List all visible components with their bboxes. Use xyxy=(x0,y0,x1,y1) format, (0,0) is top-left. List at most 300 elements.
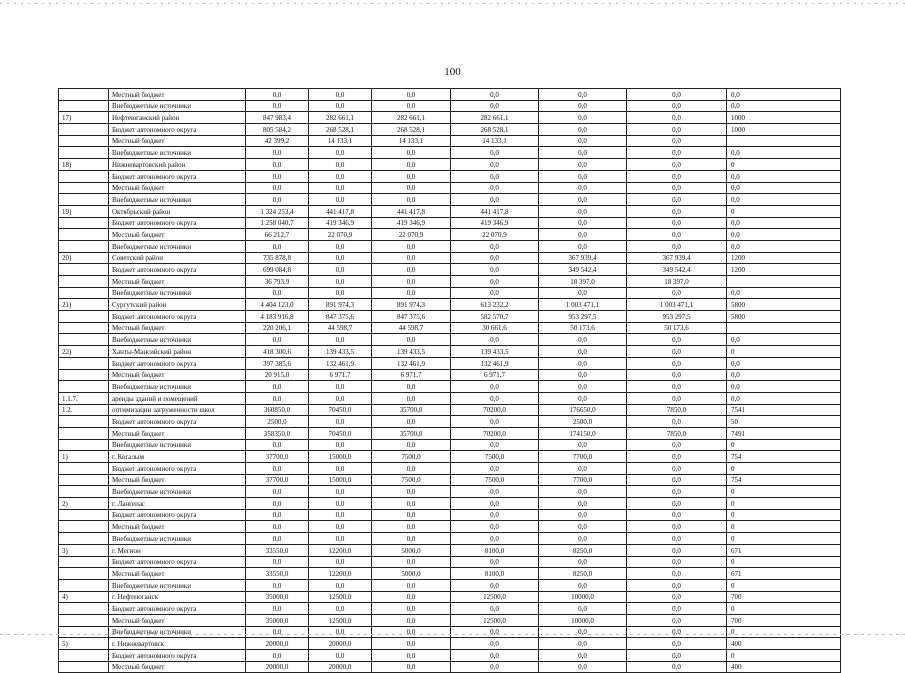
row-index-cell xyxy=(59,521,109,533)
value-col-2-cell: 0,0 xyxy=(309,650,372,662)
value-col-6-cell: 0,0 xyxy=(627,334,727,346)
value-total-cell: 36 793,9 xyxy=(246,276,309,288)
value-col-4-cell: 0,0 xyxy=(451,626,539,638)
table-row xyxy=(59,205,841,217)
value-total-cell: 735 878,8 xyxy=(246,252,309,264)
value-col-3-cell: 22 070,9 xyxy=(372,229,451,241)
value-indicator-cell: 0 xyxy=(727,159,841,171)
row-index-cell xyxy=(59,579,109,591)
table-row xyxy=(59,322,841,334)
table-row xyxy=(59,229,841,241)
value-col-2-cell: 282 661,1 xyxy=(309,112,372,124)
row-label-cell: Внебюджетные источники xyxy=(109,439,246,451)
row-index-cell xyxy=(59,603,109,615)
value-col-6-cell: 0,0 xyxy=(627,170,727,182)
table-row xyxy=(59,264,841,276)
value-total-cell: 0,0 xyxy=(246,498,309,510)
value-col-5-cell: 0,0 xyxy=(539,334,627,346)
value-col-4-cell: 0,0 xyxy=(451,486,539,498)
row-index-cell xyxy=(59,229,109,241)
value-col-5-cell: 8250,0 xyxy=(539,568,627,580)
value-total-cell: 2500,0 xyxy=(246,416,309,428)
value-indicator-cell: 0,0 xyxy=(727,334,841,346)
value-col-3-cell: 0,0 xyxy=(372,556,451,568)
row-label-cell: Местный бюджет xyxy=(109,89,246,101)
value-indicator-cell: 0 xyxy=(727,533,841,545)
value-col-5-cell: 0,0 xyxy=(539,112,627,124)
value-col-2-cell: 0,0 xyxy=(309,252,372,264)
value-col-6-cell: 0,0 xyxy=(627,626,727,638)
value-col-5-cell: 0,0 xyxy=(539,439,627,451)
value-col-5-cell: 176650,0 xyxy=(539,404,627,416)
row-label-cell: Бюджет автономного округа xyxy=(109,416,246,428)
row-label-cell: Внебюджетные источники xyxy=(109,287,246,299)
value-col-4-cell: 12500,0 xyxy=(451,591,539,603)
row-label-cell: Бюджет автономного округа xyxy=(109,170,246,182)
value-col-5-cell: 50 173,6 xyxy=(539,322,627,334)
value-col-3-cell: 0,0 xyxy=(372,579,451,591)
value-indicator-cell: 0 xyxy=(727,498,841,510)
row-index-cell xyxy=(59,427,109,439)
row-label-cell: Бюджет автономного округа xyxy=(109,556,246,568)
row-index-cell: 21) xyxy=(59,299,109,311)
value-col-6-cell: 0,0 xyxy=(627,439,727,451)
value-col-2-cell: 0,0 xyxy=(309,147,372,159)
value-col-3-cell: 0,0 xyxy=(372,626,451,638)
row-label-cell: Нижневартовский район xyxy=(109,159,246,171)
table-row xyxy=(59,603,841,615)
row-label-cell: Советский район xyxy=(109,252,246,264)
value-col-2-cell: 0,0 xyxy=(309,463,372,475)
value-col-4-cell: 0,0 xyxy=(451,147,539,159)
value-col-5-cell: 1 003 471,1 xyxy=(539,299,627,311)
value-col-4-cell: 0,0 xyxy=(451,498,539,510)
value-col-5-cell: 0,0 xyxy=(539,661,627,673)
value-indicator-cell: 0 xyxy=(727,509,841,521)
value-col-5-cell: 0,0 xyxy=(539,135,627,147)
row-index-cell: 5) xyxy=(59,638,109,650)
value-col-4-cell: 22 070,9 xyxy=(451,229,539,241)
value-col-3-cell: 0,0 xyxy=(372,89,451,101)
row-label-cell: Местный бюджет xyxy=(109,229,246,241)
value-col-5-cell: 0,0 xyxy=(539,357,627,369)
row-index-cell xyxy=(59,439,109,451)
row-index-cell xyxy=(59,170,109,182)
value-col-2-cell: 0,0 xyxy=(309,264,372,276)
value-col-4-cell: 8100,0 xyxy=(451,544,539,556)
value-col-4-cell: 0,0 xyxy=(451,661,539,673)
value-total-cell: 0,0 xyxy=(246,170,309,182)
value-col-2-cell: 268 528,1 xyxy=(309,124,372,136)
table-row xyxy=(59,451,841,463)
row-label-cell: Внебюджетные источники xyxy=(109,240,246,252)
row-index-cell: 17) xyxy=(59,112,109,124)
table-row xyxy=(59,217,841,229)
value-col-5-cell: 10000,0 xyxy=(539,591,627,603)
value-indicator-cell: 0,0 xyxy=(727,194,841,206)
row-label-cell: Местный бюджет xyxy=(109,276,246,288)
value-col-5-cell: 0,0 xyxy=(539,147,627,159)
value-total-cell: 397 385,6 xyxy=(246,357,309,369)
value-col-4-cell: 0,0 xyxy=(451,170,539,182)
row-index-cell xyxy=(59,533,109,545)
value-indicator-cell: 5800 xyxy=(727,311,841,323)
value-col-4-cell: 0,0 xyxy=(451,240,539,252)
row-index-cell xyxy=(59,311,109,323)
value-col-6-cell: 0,0 xyxy=(627,159,727,171)
value-col-2-cell: 22 070,9 xyxy=(309,229,372,241)
value-indicator-cell: 0,0 xyxy=(727,381,841,393)
value-col-5-cell: 0,0 xyxy=(539,579,627,591)
value-col-4-cell: 30 661,6 xyxy=(451,322,539,334)
value-total-cell: 1 258 040,7 xyxy=(246,217,309,229)
value-indicator-cell: 0 xyxy=(727,556,841,568)
row-label-cell: Местный бюджет xyxy=(109,568,246,580)
value-col-6-cell: 0,0 xyxy=(627,287,727,299)
value-col-4-cell: 6 971,7 xyxy=(451,369,539,381)
row-index-cell: 3) xyxy=(59,544,109,556)
value-col-3-cell: 0,0 xyxy=(372,147,451,159)
value-indicator-cell: 0 xyxy=(727,650,841,662)
table-row xyxy=(59,509,841,521)
row-index-cell xyxy=(59,100,109,112)
value-col-2-cell: 20000,0 xyxy=(309,661,372,673)
row-index-cell xyxy=(59,264,109,276)
row-index-cell xyxy=(59,276,109,288)
value-col-3-cell: 0,0 xyxy=(372,614,451,626)
row-label-cell: Местный бюджет xyxy=(109,182,246,194)
row-label-cell: Местный бюджет xyxy=(109,369,246,381)
value-col-3-cell: 0,0 xyxy=(372,100,451,112)
row-index-cell xyxy=(59,568,109,580)
value-col-5-cell: 0,0 xyxy=(539,638,627,650)
value-col-4-cell: 0,0 xyxy=(451,463,539,475)
table-row xyxy=(59,147,841,159)
value-col-5-cell: 0,0 xyxy=(539,159,627,171)
budget-table xyxy=(58,88,841,673)
value-col-2-cell: 0,0 xyxy=(309,170,372,182)
value-col-6-cell: 367 939,4 xyxy=(627,252,727,264)
value-col-6-cell: 0,0 xyxy=(627,638,727,650)
value-col-6-cell: 0,0 xyxy=(627,579,727,591)
row-index-cell xyxy=(59,369,109,381)
value-col-2-cell: 0,0 xyxy=(309,603,372,615)
value-total-cell: 33550,0 xyxy=(246,568,309,580)
value-col-3-cell: 7500,0 xyxy=(372,474,451,486)
row-label-cell: Бюджет автономного округа xyxy=(109,603,246,615)
value-col-6-cell: 349 542,4 xyxy=(627,264,727,276)
value-indicator-cell: 0,0 xyxy=(727,240,841,252)
value-total-cell: 37700,0 xyxy=(246,474,309,486)
value-col-6-cell: 0,0 xyxy=(627,591,727,603)
value-col-4-cell: 0,0 xyxy=(451,252,539,264)
value-col-3-cell: 5000,0 xyxy=(372,544,451,556)
value-col-4-cell: 0,0 xyxy=(451,650,539,662)
value-indicator-cell: 0 xyxy=(727,346,841,358)
value-col-5-cell: 8250,0 xyxy=(539,544,627,556)
value-col-4-cell: 0,0 xyxy=(451,579,539,591)
value-col-4-cell: 0,0 xyxy=(451,533,539,545)
value-col-4-cell: 0,0 xyxy=(451,556,539,568)
value-col-3-cell: 0,0 xyxy=(372,276,451,288)
value-total-cell: 0,0 xyxy=(246,533,309,545)
value-indicator-cell: 0 xyxy=(727,463,841,475)
value-col-4-cell: 7500,0 xyxy=(451,451,539,463)
value-col-2-cell: 0,0 xyxy=(309,159,372,171)
table-row xyxy=(59,100,841,112)
value-col-5-cell: 367 939,4 xyxy=(539,252,627,264)
table-row xyxy=(59,170,841,182)
value-indicator-cell: 0,0 xyxy=(727,100,841,112)
table-row xyxy=(59,194,841,206)
value-col-2-cell: 12200,0 xyxy=(309,568,372,580)
row-index-cell xyxy=(59,357,109,369)
value-col-5-cell: 0,0 xyxy=(539,498,627,510)
value-col-4-cell: 139 433,5 xyxy=(451,346,539,358)
value-total-cell: 0,0 xyxy=(246,439,309,451)
value-col-2-cell: 0,0 xyxy=(309,521,372,533)
value-col-3-cell: 0,0 xyxy=(372,264,451,276)
value-col-6-cell: 0,0 xyxy=(627,509,727,521)
table-row xyxy=(59,287,841,299)
value-col-3-cell: 0,0 xyxy=(372,439,451,451)
row-index-cell xyxy=(59,322,109,334)
table-row xyxy=(59,357,841,369)
row-label-cell: Внебюджетные источники xyxy=(109,579,246,591)
value-total-cell: 20000,0 xyxy=(246,638,309,650)
table-row xyxy=(59,135,841,147)
value-indicator-cell: 50 xyxy=(727,416,841,428)
row-index-cell xyxy=(59,240,109,252)
value-col-4-cell: 0,0 xyxy=(451,521,539,533)
table-row xyxy=(59,240,841,252)
row-label-cell: Внебюджетные источники xyxy=(109,147,246,159)
value-col-2-cell: 139 433,5 xyxy=(309,346,372,358)
value-col-2-cell: 0,0 xyxy=(309,276,372,288)
row-index-cell xyxy=(59,381,109,393)
value-col-2-cell: 0,0 xyxy=(309,626,372,638)
value-col-6-cell: 0,0 xyxy=(627,416,727,428)
value-col-4-cell: 132 461,9 xyxy=(451,357,539,369)
value-indicator-cell: 400 xyxy=(727,661,841,673)
row-label-cell: Внебюджетные источники xyxy=(109,381,246,393)
value-col-3-cell: 0,0 xyxy=(372,591,451,603)
value-col-5-cell: 2500,0 xyxy=(539,416,627,428)
value-col-2-cell: 0,0 xyxy=(309,392,372,404)
value-indicator-cell: 0,0 xyxy=(727,170,841,182)
table-row xyxy=(59,427,841,439)
value-col-4-cell: 0,0 xyxy=(451,89,539,101)
value-col-5-cell: 0,0 xyxy=(539,124,627,136)
value-total-cell: 37700,0 xyxy=(246,451,309,463)
value-col-6-cell: 0,0 xyxy=(627,474,727,486)
value-col-2-cell: 0,0 xyxy=(309,100,372,112)
value-col-5-cell: 0,0 xyxy=(539,346,627,358)
row-index-cell xyxy=(59,650,109,662)
value-col-4-cell: 0,0 xyxy=(451,638,539,650)
value-col-4-cell: 12500,0 xyxy=(451,614,539,626)
row-index-cell xyxy=(59,556,109,568)
value-col-2-cell: 0,0 xyxy=(309,89,372,101)
row-label-cell: Местный бюджет xyxy=(109,322,246,334)
value-col-5-cell: 0,0 xyxy=(539,229,627,241)
value-col-5-cell: 0,0 xyxy=(539,205,627,217)
row-label-cell: Нефтеюганский район xyxy=(109,112,246,124)
table-row xyxy=(59,533,841,545)
value-col-3-cell: 0,0 xyxy=(372,638,451,650)
value-col-3-cell: 44 598,7 xyxy=(372,322,451,334)
value-indicator-cell: 0,0 xyxy=(727,89,841,101)
value-col-5-cell: 0,0 xyxy=(539,486,627,498)
value-indicator-cell: 671 xyxy=(727,544,841,556)
value-col-6-cell: 0,0 xyxy=(627,205,727,217)
value-col-2-cell: 0,0 xyxy=(309,486,372,498)
value-col-6-cell: 0,0 xyxy=(627,182,727,194)
value-total-cell: 4 183 916,8 xyxy=(246,311,309,323)
value-col-5-cell: 0,0 xyxy=(539,463,627,475)
value-col-2-cell: 12500,0 xyxy=(309,591,372,603)
value-col-6-cell: 0,0 xyxy=(627,135,727,147)
value-total-cell: 847 983,4 xyxy=(246,112,309,124)
value-col-2-cell: 14 133,1 xyxy=(309,135,372,147)
value-col-2-cell: 891 974,3 xyxy=(309,299,372,311)
value-col-5-cell: 10000,0 xyxy=(539,614,627,626)
table-row xyxy=(59,299,841,311)
value-total-cell: 0,0 xyxy=(246,240,309,252)
row-label-cell: Местный бюджет xyxy=(109,427,246,439)
value-col-6-cell: 0,0 xyxy=(627,661,727,673)
value-col-3-cell: 0,0 xyxy=(372,498,451,510)
value-total-cell: 4 404 123,0 xyxy=(246,299,309,311)
table-row xyxy=(59,463,841,475)
value-col-2-cell: 132 461,9 xyxy=(309,357,372,369)
row-label-cell: Местный бюджет xyxy=(109,661,246,673)
value-col-4-cell: 0,0 xyxy=(451,509,539,521)
value-col-3-cell: 6 971,7 xyxy=(372,369,451,381)
value-indicator-cell: 671 xyxy=(727,568,841,580)
row-label-cell: Бюджет автономного округа xyxy=(109,650,246,662)
value-col-5-cell: 349 542,4 xyxy=(539,264,627,276)
value-col-5-cell: 0,0 xyxy=(539,603,627,615)
row-index-cell xyxy=(59,509,109,521)
value-col-6-cell: 0,0 xyxy=(627,556,727,568)
table-row xyxy=(59,311,841,323)
table-row xyxy=(59,369,841,381)
value-indicator-cell: 7541 xyxy=(727,404,841,416)
value-total-cell: 66 212,7 xyxy=(246,229,309,241)
scan-edge-bottom xyxy=(0,633,905,636)
value-indicator-cell: 0,0 xyxy=(727,147,841,159)
table-row xyxy=(59,252,841,264)
value-indicator-cell xyxy=(727,135,841,147)
value-col-3-cell: 0,0 xyxy=(372,463,451,475)
value-indicator-cell: 0,0 xyxy=(727,182,841,194)
value-col-6-cell: 0,0 xyxy=(627,451,727,463)
value-col-4-cell: 0,0 xyxy=(451,287,539,299)
value-indicator-cell: 1000 xyxy=(727,124,841,136)
value-total-cell: 33550,0 xyxy=(246,544,309,556)
row-label-cell: г. Лангепас xyxy=(109,498,246,510)
value-col-3-cell: 0,0 xyxy=(372,159,451,171)
value-indicator-cell xyxy=(727,276,841,288)
value-col-5-cell: 953 297,5 xyxy=(539,311,627,323)
value-col-5-cell: 0,0 xyxy=(539,556,627,568)
row-index-cell: 19) xyxy=(59,205,109,217)
row-index-cell xyxy=(59,474,109,486)
value-col-6-cell: 0,0 xyxy=(627,650,727,662)
row-label-cell: Местный бюджет xyxy=(109,135,246,147)
value-col-2-cell: 70450,0 xyxy=(309,404,372,416)
value-col-2-cell: 12200,0 xyxy=(309,544,372,556)
row-index-cell xyxy=(59,614,109,626)
value-col-4-cell: 0,0 xyxy=(451,100,539,112)
row-label-cell: оптимизации загруженности школ xyxy=(109,404,246,416)
value-col-6-cell: 0,0 xyxy=(627,194,727,206)
value-col-6-cell: 0,0 xyxy=(627,381,727,393)
value-col-2-cell: 0,0 xyxy=(309,287,372,299)
value-col-6-cell: 0,0 xyxy=(627,463,727,475)
row-index-cell xyxy=(59,147,109,159)
value-col-4-cell: 419 346,9 xyxy=(451,217,539,229)
table-row xyxy=(59,182,841,194)
row-label-cell: аренды зданий и помещений xyxy=(109,392,246,404)
value-col-6-cell: 0,0 xyxy=(627,346,727,358)
value-col-2-cell: 0,0 xyxy=(309,240,372,252)
row-label-cell: Местный бюджет xyxy=(109,474,246,486)
row-index-cell xyxy=(59,661,109,673)
value-col-4-cell: 0,0 xyxy=(451,416,539,428)
value-col-4-cell: 0,0 xyxy=(451,381,539,393)
value-col-4-cell: 582 570,7 xyxy=(451,311,539,323)
value-col-3-cell: 0,0 xyxy=(372,252,451,264)
value-col-5-cell: 0,0 xyxy=(539,369,627,381)
value-col-5-cell: 0,0 xyxy=(539,170,627,182)
value-total-cell: 805 584,2 xyxy=(246,124,309,136)
value-col-2-cell: 419 346,9 xyxy=(309,217,372,229)
value-col-5-cell: 0,0 xyxy=(539,392,627,404)
value-col-5-cell: 0,0 xyxy=(539,194,627,206)
value-col-6-cell: 0,0 xyxy=(627,614,727,626)
value-indicator-cell: 400 xyxy=(727,638,841,650)
value-col-3-cell: 0,0 xyxy=(372,661,451,673)
value-col-3-cell: 0,0 xyxy=(372,194,451,206)
value-col-2-cell: 0,0 xyxy=(309,334,372,346)
value-col-6-cell: 0,0 xyxy=(627,240,727,252)
value-col-6-cell: 0,0 xyxy=(627,369,727,381)
value-col-4-cell: 282 661,1 xyxy=(451,112,539,124)
value-col-2-cell: 847 375,6 xyxy=(309,311,372,323)
row-label-cell: г. Мегион xyxy=(109,544,246,556)
value-col-3-cell: 419 346,9 xyxy=(372,217,451,229)
value-col-2-cell: 0,0 xyxy=(309,498,372,510)
value-total-cell: 0,0 xyxy=(246,159,309,171)
value-col-2-cell: 0,0 xyxy=(309,439,372,451)
value-col-4-cell: 0,0 xyxy=(451,194,539,206)
value-indicator-cell: 0,0 xyxy=(727,392,841,404)
table-row xyxy=(59,591,841,603)
value-col-6-cell: 0,0 xyxy=(627,357,727,369)
value-total-cell: 0,0 xyxy=(246,381,309,393)
value-col-6-cell: 0,0 xyxy=(627,112,727,124)
value-indicator-cell: 700 xyxy=(727,591,841,603)
value-total-cell: 35000,0 xyxy=(246,614,309,626)
table-row xyxy=(59,661,841,673)
value-col-4-cell: 0,0 xyxy=(451,392,539,404)
row-label-cell: Бюджет автономного округа xyxy=(109,311,246,323)
value-total-cell: 20000,0 xyxy=(246,661,309,673)
row-label-cell: Бюджет автономного округа xyxy=(109,124,246,136)
value-col-2-cell: 0,0 xyxy=(309,182,372,194)
